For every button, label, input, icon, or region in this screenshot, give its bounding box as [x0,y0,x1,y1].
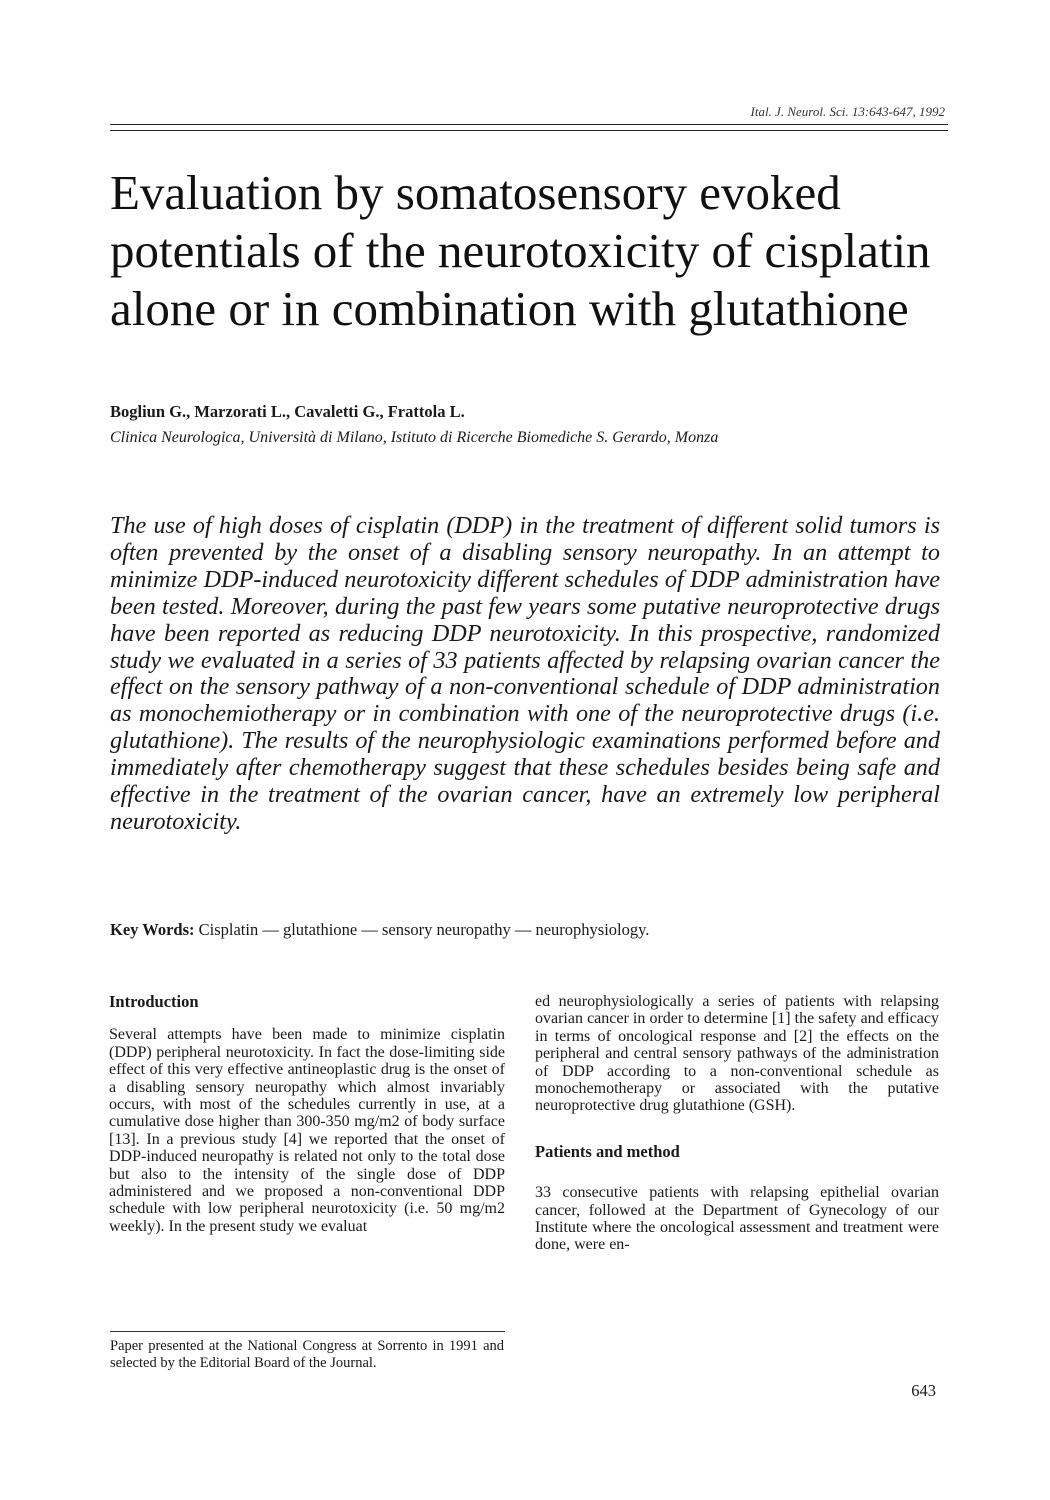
footnote-rule [110,1331,505,1332]
introduction-continued-text: ed neurophysiologically a series of patients with relapsing ovarian cancer in order to determine [1] the safety and efficacy in terms of oncological response and [2] the effects on the peripheral and central sensory pathways of the administration of DDP according to a non-conventional schedule as monochemotherapy or associated with the putative neuroprotective drug glutathione (GSH). [535,993,939,1115]
right-column [535,993,939,1254]
journal-citation: Ital. J. Neurol. Sci. 13:643-647, 1992 [750,104,945,119]
footnote: Paper presented at the National Congress at Sorrento in 1991 and selected by the Editorial Board of the Journal. [110,1338,504,1371]
author-list: Bogliun G., Marzorati L., Cavaletti G., Frattola L. [110,402,465,421]
author-affiliation: Clinica Neurologica, Università di Milano, Istituto di Ricerche Biomediche S. Gerardo, Monza [110,429,719,446]
left-column [109,993,505,1235]
keywords-label: Key Words: [110,920,195,939]
introduction-heading: Introduction [109,992,199,1011]
keywords-text: Cisplatin — glutathione — sensory neuropathy — neurophysiology. [198,920,650,939]
article-title: Evaluation by somatosensory evoked potentials of the neurotoxicity of cisplatin alone or in combination with glutathione [110,165,931,336]
methods-text: 33 consecutive patients with relapsing epithelial ovarian cancer, followed at the Department of Gynecology of our Institute where the oncological assessment and treatment were done, were en- [535,1184,939,1254]
abstract: The use of high doses of cisplatin (DDP) in the treatment of different solid tumors is often prevented by the onset of a disabling sensory neuropathy. In an attempt to minimize DDP-induced neurotoxicity different schedules of DDP administration have been tested. Moreover, during the past few years some putative neuroprotective drugs have been reported as reducing DDP neurotoxicity. In this prospective, randomized study we evaluated in a series of 33 patients affected by relapsing ovarian cancer the effect on the sensory pathway of a non-conventional schedule of DDP administration as monochemiotherapy or in combination with one of the neuroprotective drugs (i.e. glutathione). The results of the neurophysiologic examinations performed before and immediately after chemotherapy suggest that these schedules besides being safe and effective in the treatment of the ovarian cancer, have an extremely low peripheral neurotoxicity. [110,512,940,835]
methods-heading: Patients and method [535,1141,680,1161]
keywords-line [110,920,649,940]
introduction-text: Several attempts have been made to minimize cisplatin (DDP) peripheral neurotoxicity. In fact the dose-limiting side effect of this very effective antineoplastic drug is the onset of a disabling sensory neuropathy which almost invariably occurs, with most of the schedules currently in use, at a cumulative dose higher than 300-350 mg/m2 of body surface [13]. In a previous study [4] we reported that the onset of DDP-induced neuropathy is related not only to the total dose but also to the intensity of the single dose of DDP administered and we proposed a non-conventional DDP schedule with low peripheral neurotoxicity (i.e. 50 mg/m2 weekly). In the present study we evaluat [109,1026,505,1235]
header-double-rule [110,124,948,131]
page-number: 643 [911,1381,936,1400]
